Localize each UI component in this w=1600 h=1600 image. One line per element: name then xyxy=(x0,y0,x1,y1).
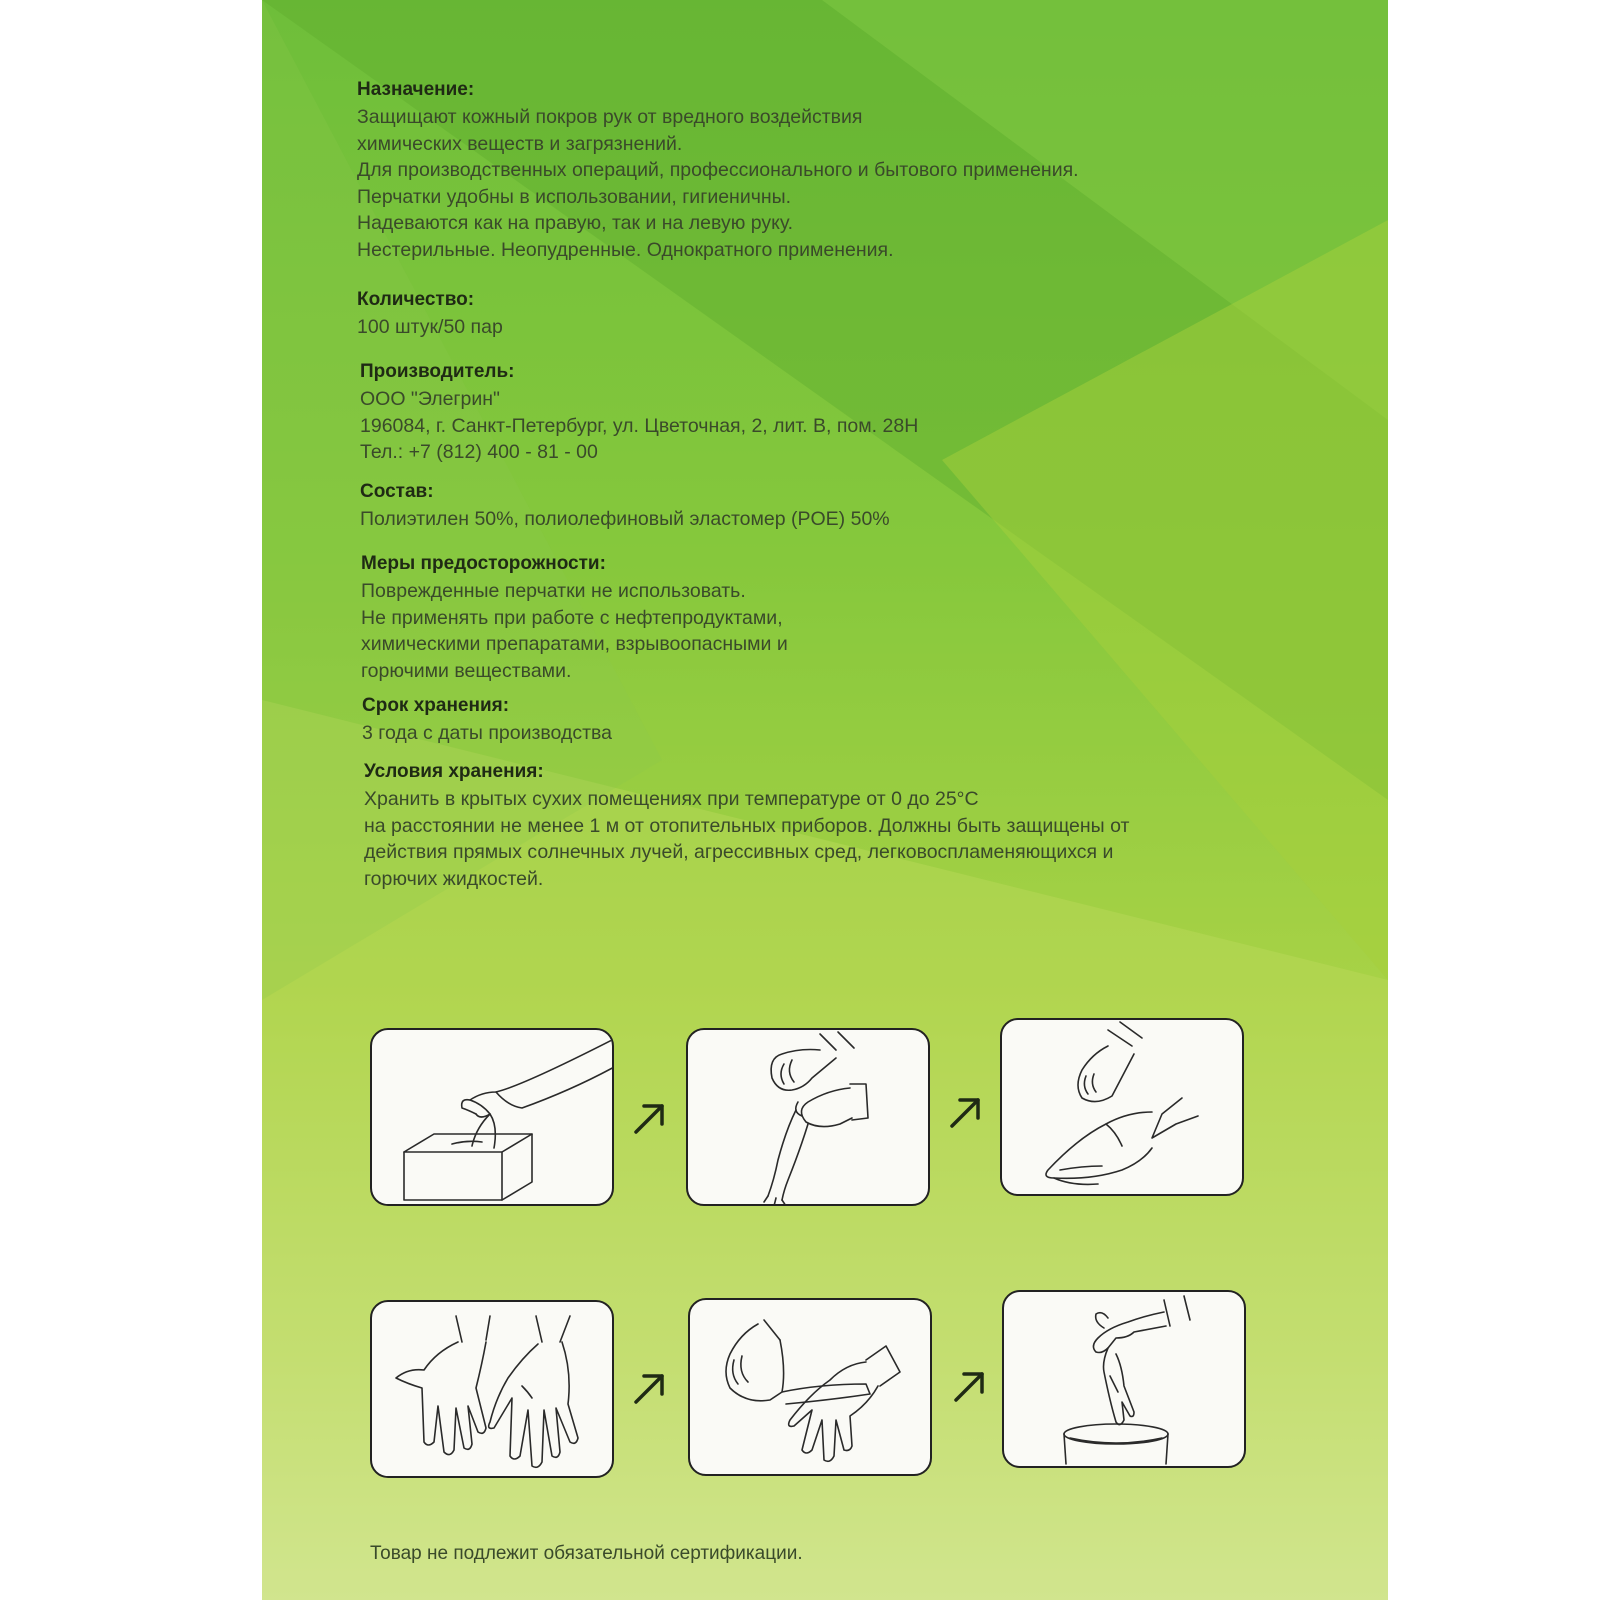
section-line: Защищают кожный покров рук от вредного воздействия xyxy=(357,106,863,128)
section-line: Надеваются как на правую, так и на левую руку. xyxy=(357,212,794,234)
section-heading: Состав: xyxy=(360,481,434,502)
section-line: ООО "Элегрин" xyxy=(360,388,500,410)
section-line: Для производственных операций, профессионального и бытового применения. xyxy=(357,159,1079,181)
section-heading: Назначение: xyxy=(357,79,475,100)
section-heading: Условия хранения: xyxy=(364,761,544,782)
dispose-glove-bin-icon xyxy=(1004,1292,1246,1468)
section-line: горючих жидкостей. xyxy=(364,867,544,890)
section-line: Не применять при работе с нефтепродуктами, xyxy=(361,606,783,629)
instruction-panel xyxy=(262,0,1388,1600)
section-storage xyxy=(364,760,1129,892)
section-line: 196084, г. Санкт-Петербург, ул. Цветочная, 2, лит. В, пом. 28Н xyxy=(360,414,919,437)
section-line: Поврежденные перчатки не использовать. xyxy=(361,580,746,602)
section-purpose xyxy=(357,78,1079,263)
section-line: горючими веществами. xyxy=(361,659,572,682)
pull-glove-on-icon xyxy=(688,1030,930,1206)
section-line: Перчатки удобны в использовании, гигиеничны. xyxy=(357,185,792,208)
arrow-icon xyxy=(630,1368,670,1408)
step-card-6 xyxy=(1002,1290,1246,1468)
section-precautions xyxy=(361,552,788,684)
certification-note: Товар не подлежит обязательной сертификации. xyxy=(370,1543,803,1564)
section-heading: Производитель: xyxy=(360,361,515,382)
arrow-icon xyxy=(946,1092,986,1132)
section-composition xyxy=(360,480,890,533)
section-heading: Количество: xyxy=(357,289,475,310)
section-manufacturer xyxy=(360,360,918,466)
section-shelf-life xyxy=(362,694,612,747)
step-card-2 xyxy=(686,1028,930,1206)
adjust-glove-cuff-icon xyxy=(1002,1020,1244,1196)
section-line: Тел.: +7 (812) 400 - 81 - 00 xyxy=(360,441,598,463)
step-card-1 xyxy=(370,1028,614,1206)
glove-from-box-icon xyxy=(372,1030,614,1206)
arrow-icon xyxy=(950,1366,990,1406)
section-heading: Меры предосторожности: xyxy=(361,553,606,574)
peel-glove-off-icon xyxy=(690,1300,932,1476)
section-line: на расстоянии не менее 1 м от отопительных приборов. Должны быть защищены от xyxy=(364,814,1130,837)
section-line: Нестерильные. Неопудренные. Однократного применения. xyxy=(357,238,894,261)
section-quantity xyxy=(357,288,503,341)
gloved-hands-icon xyxy=(372,1302,614,1478)
section-line: Хранить в крытых сухих помещениях при температуре от 0 до 25°С xyxy=(364,788,979,810)
arrow-icon xyxy=(630,1098,670,1138)
section-line: Полиэтилен 50%, полиолефиновый эластомер (POE) 50% xyxy=(360,508,890,530)
section-line: 3 года с даты производства xyxy=(362,722,613,744)
step-card-5 xyxy=(688,1298,932,1476)
section-line: действия прямых солнечных лучей, агрессивных сред, легковоспламеняющихся и xyxy=(364,841,1114,863)
section-line: химическими препаратами, взрывоопасными и xyxy=(361,633,788,655)
step-card-3 xyxy=(1000,1018,1244,1196)
section-line: химических веществ и загрязнений. xyxy=(357,132,683,155)
section-heading: Срок хранения: xyxy=(362,695,510,716)
section-line: 100 штук/50 пар xyxy=(357,316,503,338)
step-card-4 xyxy=(370,1300,614,1478)
